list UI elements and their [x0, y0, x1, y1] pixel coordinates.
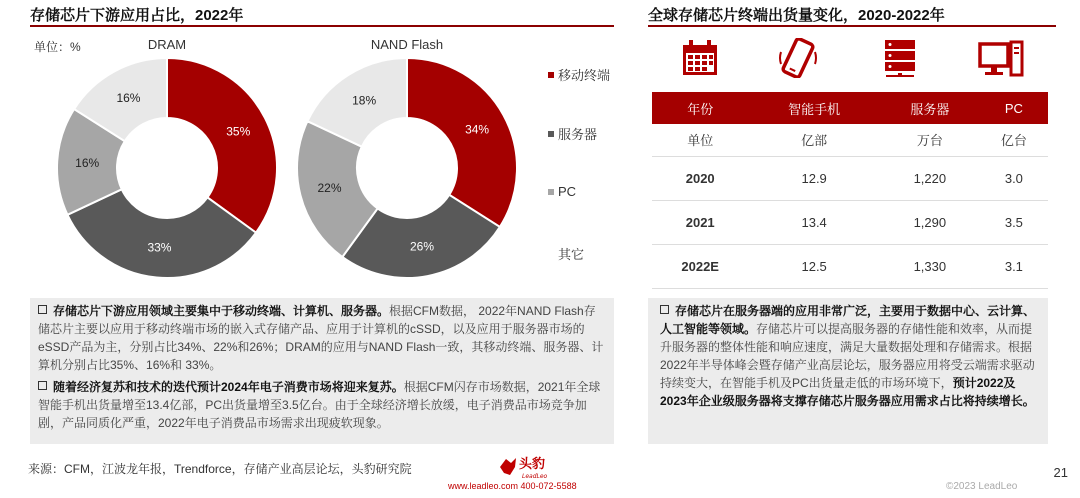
checkbox-bullet-icon — [38, 381, 47, 390]
table-row — [652, 200, 1048, 244]
right-section-title: 全球存储芯片终端出货量变化，2020-2022年 — [648, 7, 945, 24]
header-smartphone: 智能手机 — [748, 92, 880, 124]
table-cell: 3.1 — [980, 244, 1048, 288]
left-p2-rest: 根据CFM闪存市场数据，2021年全球智能手机出货量增至13.4亿部，PC出货量增至3.5亿台。由于全球经济增长放缓，电子消费品市场竞争加剧，产品同质化严重，2022年电子消费品市场需求出现疲软现象。 — [38, 380, 601, 430]
right-rest-1: 存储芯片可以提高服务器的存储性能和效率，从而提升服务器的整体性能和响应速度，满足大量数据处理和存储需求。根据2022年半导体峰会暨存储产业高层论坛，服务器应用将受云端需求驱动持续变大，在智能手机及PC出货量走低的市场环境下， — [660, 322, 1035, 390]
left-p2-bold: 随着经济复苏和技术的迭代预计2024年电子消费市场将迎来复苏。 — [53, 380, 404, 394]
legend-item-mobile — [548, 65, 610, 84]
right-paragraph — [660, 302, 1036, 410]
table-cell: 亿部 — [748, 124, 880, 156]
left-title-underline — [30, 25, 614, 27]
desktop-pc-icon — [978, 38, 1024, 78]
table-cell: 12.5 — [748, 244, 880, 288]
page-number: 21 — [1053, 465, 1068, 480]
table-unit-row — [652, 124, 1048, 156]
table-cell: 亿台 — [980, 124, 1048, 156]
legend-item-server — [548, 124, 597, 143]
copyright: ©2023 LeadLeo — [946, 481, 1018, 492]
legend-label-mobile: 移动终端 — [558, 68, 611, 83]
legend-label-pc: PC — [558, 184, 577, 199]
table-cell: 1,220 — [880, 156, 980, 200]
table-cell: 3.5 — [980, 200, 1048, 244]
left-p1-rest: 根据CFM数据， 2022年NAND Flash存储芯片主要以应用于移动终端市场的嵌入式存储产品、应用于计算机的cSSD，以及应用于服务器市场的eSSD产品为主，分别占比34%、22%和26%；DRAM的应用与NAND Flash一致，其移动终端、服务器、计算机分别占比35%、16%和 33%。 — [38, 304, 604, 372]
table-row — [652, 156, 1048, 200]
table-cell: 3.0 — [980, 156, 1048, 200]
calendar-icon — [680, 38, 720, 78]
left-paragraph-1 — [38, 302, 606, 374]
logo-text: 头豹 — [519, 457, 546, 472]
legend-swatch-mobile — [548, 72, 554, 78]
dram-donut-chart — [57, 58, 277, 278]
donut-label-server: 33% — [147, 240, 172, 255]
left-section-title: 存储芯片下游应用占比，2022年 — [30, 7, 244, 24]
nand-donut-chart — [297, 58, 517, 278]
legend-swatch-server — [548, 131, 554, 137]
legend-swatch-pc — [548, 189, 554, 195]
right-bold-1: 存储芯片在服务器端的应用非常广泛，主要用于数据中心、云计算、人工智能等领域。 — [660, 304, 1036, 336]
checkbox-bullet-icon — [660, 305, 669, 314]
server-icon — [880, 38, 920, 78]
table-header-row — [652, 92, 1048, 124]
donut-label-mobile: 34% — [465, 122, 490, 137]
legend-label-other: 其它 — [558, 247, 585, 262]
donut-label-pc: 22% — [317, 180, 342, 195]
right-bold-2: 预计2022及2023年企业级服务器将支撑存储芯片服务器应用需求占比将持续增长。 — [660, 376, 1035, 408]
legend-label-server: 服务器 — [558, 127, 598, 142]
table-cell-year: 2020 — [652, 156, 748, 200]
legend-item-other — [548, 244, 584, 263]
header-pc: PC — [980, 92, 1048, 124]
table-cell-year: 2022E — [652, 244, 748, 288]
table-cell-year: 2021 — [652, 200, 748, 244]
source-note: 来源：CFM，江波龙年报，Trendforce，存储产业高层论坛，头豹研究院 — [28, 462, 412, 476]
table-cell: 13.4 — [748, 200, 880, 244]
table-cell: 12.9 — [748, 156, 880, 200]
logo-subtext: LeadLeo — [522, 473, 548, 480]
legend-item-pc — [548, 184, 576, 199]
nand-chart-title: NAND Flash — [370, 37, 444, 52]
table-cell: 1,330 — [880, 244, 980, 288]
smartphone-icon — [778, 38, 818, 78]
donut-label-server: 26% — [409, 239, 435, 254]
right-analysis-box — [648, 298, 1048, 444]
unit-label: 单位：% — [34, 40, 81, 54]
table-row — [652, 244, 1048, 288]
checkbox-bullet-icon — [38, 305, 47, 314]
header-server: 服务器 — [880, 92, 980, 124]
shipment-table — [652, 92, 1048, 289]
legend-swatch-other — [548, 251, 554, 257]
leadleo-logo — [497, 453, 555, 481]
header-year: 年份 — [652, 92, 748, 124]
left-p1-bold: 存储芯片下游应用领域主要集中于移动终端、计算机、服务器。 — [53, 304, 390, 318]
right-title-underline — [648, 25, 1056, 27]
donut-label-pc: 16% — [75, 155, 100, 170]
table-cell: 单位 — [652, 124, 748, 156]
donut-label-other: 16% — [116, 90, 141, 105]
table-cell: 1,290 — [880, 200, 980, 244]
contact-info: www.leadleo.com 400-072-5588 — [448, 481, 577, 491]
dram-chart-title: DRAM — [147, 37, 187, 52]
table-cell: 万台 — [880, 124, 980, 156]
donut-slice-mobile — [167, 58, 277, 233]
donut-slice-mobile — [407, 58, 517, 227]
donut-label-mobile: 35% — [226, 124, 251, 139]
left-paragraph-2 — [38, 378, 606, 432]
left-analysis-box — [30, 298, 614, 444]
donut-label-other: 18% — [352, 93, 377, 108]
